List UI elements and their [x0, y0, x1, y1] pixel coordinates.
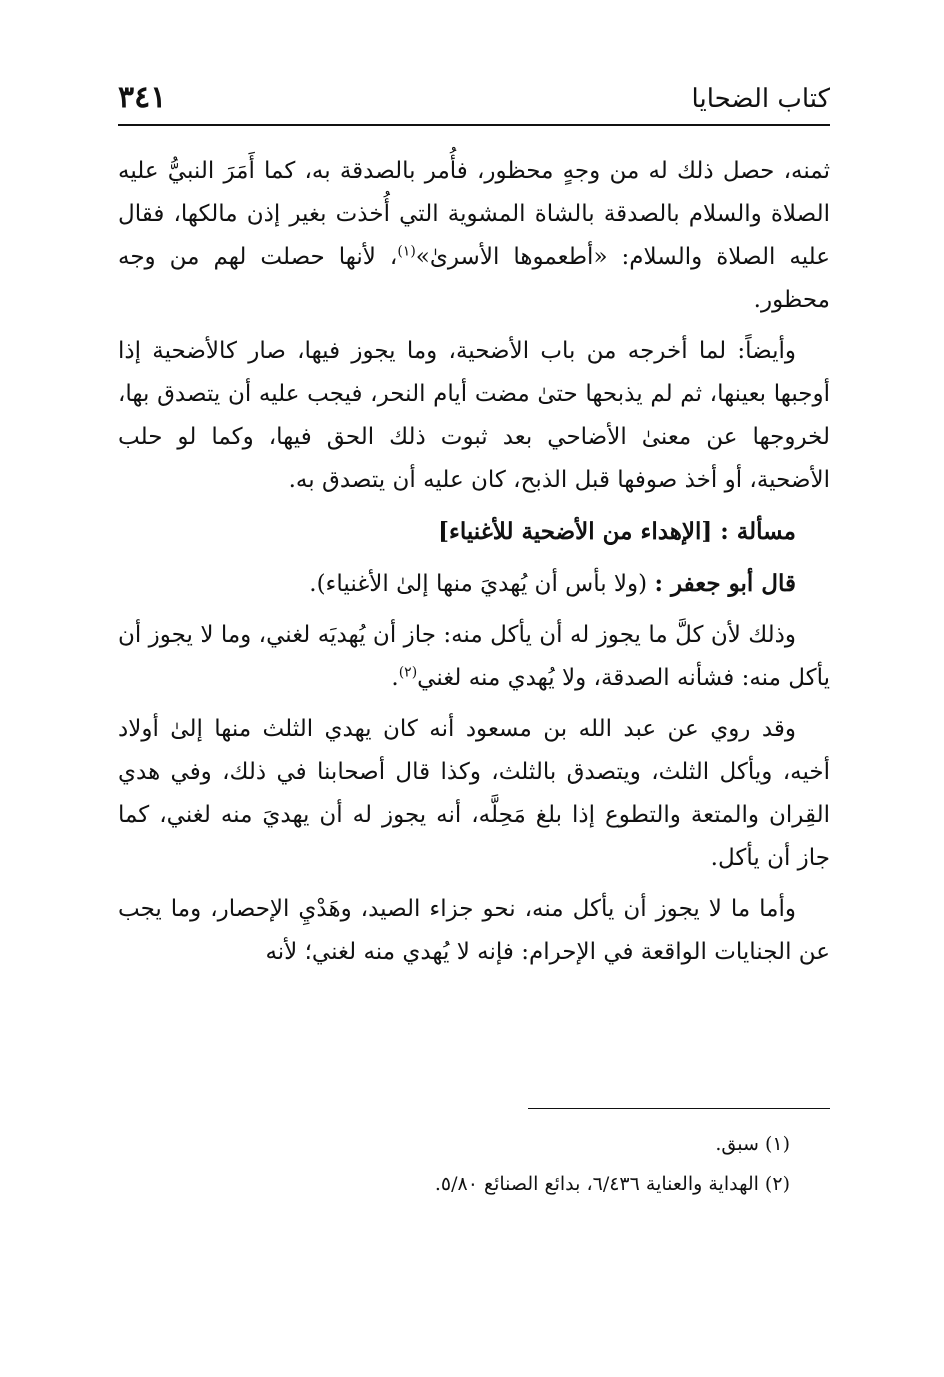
- footnote-ref-2: (٢): [398, 664, 418, 681]
- footnote-ref-1: (١): [397, 243, 416, 260]
- paragraph-1-end: ، لأنها حصلت لهم من وجه محظور.: [118, 244, 830, 313]
- paragraph-1-text: ثمنه، حصل ذلك له من وجهٍ محظور، فأُمر بالصدقة به، كما أَمَرَ النبيُّ عليه الصلاة والسلام بالصدقة بالشاة المشوية التي أُخذت بغير إذن مالكها، فقال عليه الصلاة والسلام: «أطعموها الأسرىٰ»: [118, 158, 830, 270]
- main-text: [118, 150, 830, 982]
- quote-text: (ولا بأس أن يُهديَ منها إلىٰ الأغنياء).: [309, 571, 655, 597]
- page-header: [118, 78, 830, 122]
- page-number: ٣٤١: [118, 80, 167, 115]
- running-title: كتاب الضحايا: [691, 84, 830, 114]
- paragraph-3-end: .: [391, 665, 399, 691]
- header-rule: [118, 124, 830, 126]
- issue-heading-text: مسألة : [الإهداء من الأضحية للأغنياء]: [438, 518, 796, 545]
- footnote-1: (١) سبق.: [715, 1133, 790, 1155]
- footnote-2: (٢) الهداية والعناية ٦/٤٣٦، بدائع الصنائع ٥/٨٠.: [434, 1173, 790, 1195]
- paragraph-5: وأما ما لا يجوز أن يأكل منه، نحو جزاء الصيد، وهَدْيِ الإحصار، وما يجب عن الجنايات الواقعة في الإحرام: فإنه لا يُهدي منه لغني؛ لأنه: [118, 896, 830, 965]
- paragraph-quote: [118, 562, 830, 606]
- paragraph-1: [118, 150, 830, 322]
- paragraph-4: وقد روي عن عبد الله بن مسعود أنه كان يهدي الثلث منها إلىٰ أولاد أخيه، ويأكل الثلث، ويتصدق بالثلث، وكذا قال أصحابنا في ذلك، وفي هدي القِران والمتعة والتطوع إذا بلغ مَحِلَّه، أنه يجوز له أن يهديَ منه لغني، كما جاز أن يأكل.: [118, 716, 830, 871]
- footnote-rule: [528, 1108, 830, 1109]
- paragraph-3-text: وذلك لأن كلَّ ما يجوز له أن يأكل منه: جاز أن يُهديَه لغني، وما لا يجوز أن يأكل منه: فشأنه الصدقة، ولا يُهدي منه لغني: [118, 622, 830, 691]
- issue-heading: [118, 510, 830, 554]
- paragraph-3: [118, 614, 830, 700]
- footnotes: [118, 1124, 830, 1204]
- quote-speaker: قال أبو جعفر :: [654, 570, 796, 597]
- paragraph-2: وأيضاً: لما أخرجه من باب الأضحية، وما يجوز فيها، صار كالأضحية إذا أوجبها بعينها، ثم لم يذبحها حتىٰ مضت أيام النحر، فيجب عليه أن يتصدق بها، لخروجها عن معنىٰ الأضاحي بعد ثبوت ذلك الحق فيها، وكما لو حلب الأضحية، أو أخذ صوفها قبل الذبح، كان عليه أن يتصدق به.: [118, 338, 830, 493]
